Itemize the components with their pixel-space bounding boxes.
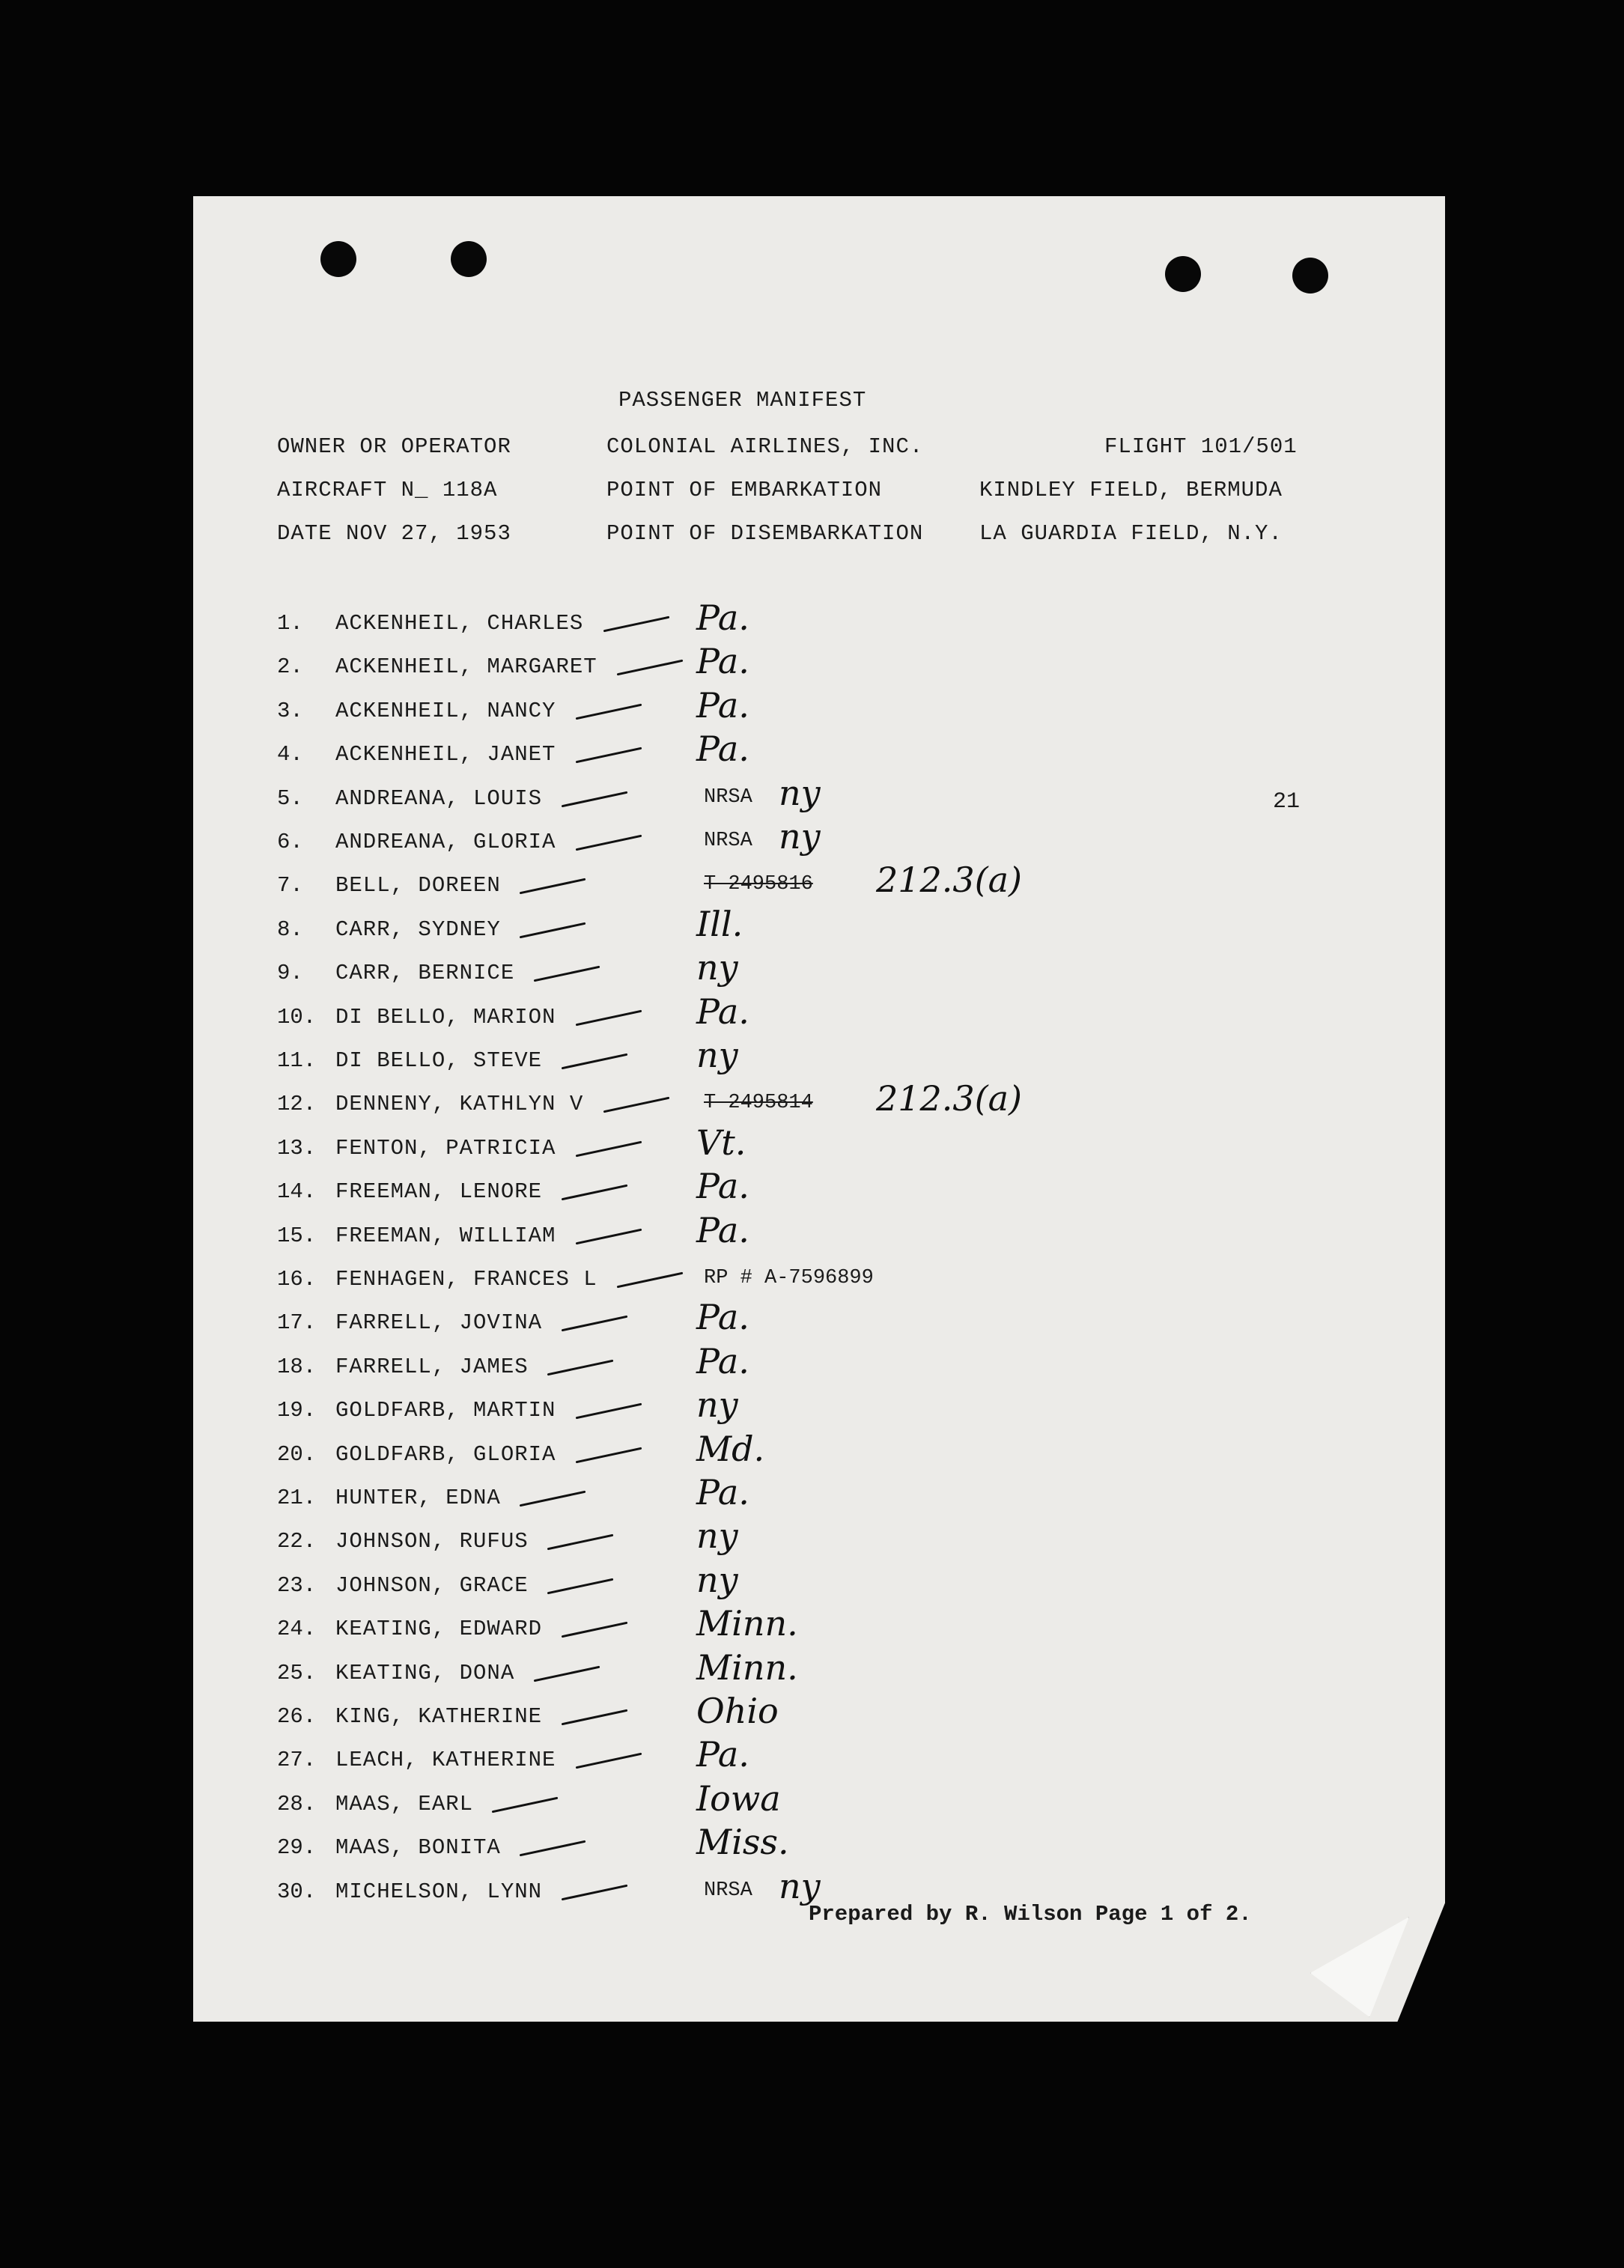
handwritten-state-note: Pa. (696, 1340, 749, 1381)
owner-value: COLONIAL AIRLINES, INC. (606, 434, 924, 459)
passenger-name: MAAS, BONITA (335, 1835, 501, 1861)
handwritten-state-note: 212.3(a) (876, 1078, 1023, 1119)
passenger-row (277, 1122, 1400, 1179)
passenger-row (277, 1734, 1400, 1791)
passenger-number: 10. (277, 1004, 317, 1030)
check-dash (562, 1884, 628, 1900)
passenger-name: GOLDFARB, MARTIN (335, 1398, 556, 1423)
passenger-row (277, 1078, 1400, 1135)
handwritten-state-note: Pa. (696, 1297, 749, 1338)
check-dash (575, 835, 642, 851)
passenger-name: LEACH, KATHERINE (335, 1748, 556, 1773)
handwritten-state-note: ny (696, 1035, 738, 1075)
passenger-row (277, 1778, 1400, 1835)
passenger-number: 24. (277, 1617, 317, 1642)
check-dash (562, 1185, 628, 1201)
handwritten-state-note: Md. (696, 1428, 765, 1469)
check-dash (575, 1447, 642, 1463)
disembark-value: LA GUARDIA FIELD, N.Y. (979, 521, 1283, 546)
passenger-row (277, 1267, 1400, 1310)
passenger-number: 3. (277, 698, 303, 723)
passenger-row (277, 1209, 1400, 1267)
handwritten-state-note: Pa. (696, 991, 749, 1032)
check-dash (562, 1622, 628, 1638)
check-dash (603, 1097, 669, 1113)
passenger-number: 13. (277, 1135, 317, 1161)
check-dash (575, 1403, 642, 1420)
handwritten-state-note: Pa. (696, 1472, 749, 1512)
passenger-number: 7. (277, 873, 303, 899)
check-dash (547, 1578, 614, 1594)
passenger-number: 2. (277, 654, 303, 680)
passenger-number: 28. (277, 1791, 317, 1816)
handwritten-state-note: Pa. (696, 598, 749, 638)
passenger-row (277, 1384, 1400, 1441)
handwritten-state-note: Vt. (696, 1122, 746, 1163)
passenger-row (277, 860, 1400, 916)
passenger-name: FENHAGEN, FRANCES L (335, 1267, 597, 1292)
disembark-label: POINT OF DISEMBARKATION (606, 521, 924, 546)
check-dash (575, 703, 642, 720)
handwritten-state-note: Miss. (696, 1822, 789, 1863)
passenger-number: 30. (277, 1879, 317, 1904)
handwritten-state-note: ny (696, 1559, 738, 1600)
handwritten-state-note: ny (696, 1384, 738, 1426)
passenger-row (277, 991, 1400, 1048)
passenger-number: 29. (277, 1835, 317, 1861)
check-dash (575, 747, 642, 764)
passenger-name: CARR, BERNICE (335, 961, 515, 986)
embark-value: KINDLEY FIELD, BERMUDA (979, 478, 1283, 502)
passenger-number: 21. (277, 1486, 317, 1510)
passenger-row (277, 772, 1400, 830)
handwritten-state-note: Pa. (696, 641, 749, 682)
check-dash (547, 1534, 614, 1551)
passenger-name: ACKENHEIL, NANCY (335, 698, 556, 723)
handwritten-state-note: Ill. (696, 903, 743, 944)
passenger-number: 11. (277, 1048, 317, 1073)
handwritten-state-note: Pa. (696, 684, 749, 726)
passenger-number: 9. (277, 961, 303, 986)
punch-hole (451, 241, 487, 277)
passenger-name: ACKENHEIL, CHARLES (335, 611, 584, 636)
passenger-name: HUNTER, EDNA (335, 1486, 501, 1510)
passenger-number: 16. (277, 1267, 317, 1292)
passenger-row (277, 1603, 1400, 1660)
passenger-name: DI BELLO, STEVE (335, 1048, 543, 1073)
check-dash (617, 1272, 684, 1289)
page-title: PASSENGER MANIFEST (618, 388, 867, 413)
handwritten-state-note: Pa. (696, 729, 749, 770)
passenger-number: 15. (277, 1223, 317, 1248)
passenger-name: BELL, DOREEN (335, 873, 501, 899)
passenger-name: FREEMAN, LENORE (335, 1179, 543, 1205)
handwritten-state-note: Ohio (696, 1691, 779, 1731)
passenger-name: DENNENY, KATHLYN V (335, 1092, 584, 1117)
check-dash (562, 1709, 628, 1726)
check-dash (617, 660, 684, 676)
passenger-number: 18. (277, 1354, 317, 1379)
handwritten-state-note: 212.3(a) (876, 860, 1023, 901)
handwritten-state-note: Pa. (696, 1734, 749, 1775)
passenger-row (277, 729, 1400, 785)
passenger-row (277, 1515, 1400, 1572)
passenger-name: GOLDFARB, GLORIA (335, 1441, 556, 1467)
handwritten-state-note: Pa. (696, 1209, 749, 1250)
passenger-row (277, 1822, 1400, 1879)
passenger-row (277, 1428, 1400, 1486)
passenger-name: FREEMAN, WILLIAM (335, 1223, 556, 1248)
passenger-row (277, 1166, 1400, 1223)
flight-date: DATE NOV 27, 1953 (277, 521, 511, 546)
passenger-name: KING, KATHERINE (335, 1704, 543, 1729)
passenger-number: 6. (277, 830, 303, 854)
struck-ticket-number: T 2495814 (704, 1092, 813, 1115)
passenger-row (277, 598, 1400, 654)
passenger-name: FENTON, PATRICIA (335, 1135, 556, 1161)
passenger-row (277, 1691, 1400, 1748)
check-dash (520, 1491, 586, 1507)
passenger-row (277, 1559, 1400, 1617)
passenger-name: DI BELLO, MARION (335, 1004, 556, 1030)
passenger-name: ACKENHEIL, JANET (335, 742, 556, 767)
check-dash (575, 1140, 642, 1157)
typed-annotation: RP # A-7596899 (704, 1267, 874, 1289)
passenger-name: ACKENHEIL, MARGARET (335, 654, 597, 680)
passenger-number: 19. (277, 1398, 317, 1423)
passenger-number: 20. (277, 1441, 317, 1467)
punch-hole (1165, 256, 1201, 292)
passenger-name: FARRELL, JAMES (335, 1354, 529, 1379)
passenger-row (277, 1340, 1400, 1398)
check-dash (562, 1054, 628, 1070)
handwritten-state-note: Iowa (696, 1778, 781, 1819)
passenger-number: 5. (277, 785, 303, 811)
page-stamp-number: 21 (1273, 789, 1301, 815)
handwritten-state-note: Minn. (696, 1647, 798, 1688)
passenger-number: 17. (277, 1310, 317, 1336)
passenger-row (277, 903, 1400, 961)
handwritten-state-note: ny (696, 1515, 738, 1557)
passenger-name: CARR, SYDNEY (335, 916, 501, 942)
passenger-name: JOHNSON, RUFUS (335, 1529, 529, 1554)
check-dash (575, 1228, 642, 1244)
embark-label: POINT OF EMBARKATION (606, 478, 883, 502)
handwritten-state-note: ny (779, 1865, 821, 1906)
flight-number: FLIGHT 101/501 (1104, 434, 1298, 459)
passenger-number: 8. (277, 916, 303, 942)
passenger-number: 25. (277, 1660, 317, 1685)
struck-ticket-number: T 2495816 (704, 873, 813, 896)
passenger-name: MAAS, EARL (335, 1791, 474, 1816)
passenger-row (277, 1647, 1400, 1704)
check-dash (520, 878, 586, 895)
typed-annotation: NRSA (704, 830, 752, 852)
passenger-number: 1. (277, 611, 303, 636)
passenger-name: JOHNSON, GRACE (335, 1572, 529, 1598)
check-dash (492, 1796, 559, 1813)
handwritten-state-note: Minn. (696, 1603, 798, 1644)
check-dash (603, 616, 669, 633)
handwritten-state-note: ny (696, 947, 738, 988)
passenger-row (277, 1472, 1400, 1529)
check-dash (575, 1753, 642, 1769)
check-dash (520, 922, 586, 938)
passenger-name: FARRELL, JOVINA (335, 1310, 543, 1336)
owner-label: OWNER OR OPERATOR (277, 434, 511, 459)
check-dash (533, 966, 600, 982)
punch-hole (1292, 258, 1328, 294)
passenger-number: 27. (277, 1748, 317, 1773)
passenger-number: 26. (277, 1704, 317, 1729)
passenger-name: KEATING, EDWARD (335, 1617, 543, 1642)
prepared-by-footer: Prepared by R. Wilson Page 1 of 2. (809, 1902, 1252, 1927)
check-dash (562, 791, 628, 807)
passenger-name: KEATING, DONA (335, 1660, 515, 1685)
passenger-number: 4. (277, 742, 303, 767)
passenger-number: 22. (277, 1529, 317, 1554)
check-dash (562, 1316, 628, 1332)
passenger-row (277, 641, 1400, 698)
passenger-row (277, 816, 1400, 873)
aircraft-number: AIRCRAFT N_ 118A (277, 478, 498, 502)
check-dash (533, 1665, 600, 1682)
passenger-row (277, 684, 1400, 742)
passenger-name: ANDREANA, LOUIS (335, 785, 543, 811)
handwritten-state-note: Pa. (696, 1166, 749, 1207)
passenger-row (277, 947, 1400, 1004)
punch-hole (320, 241, 356, 277)
passenger-name: ANDREANA, GLORIA (335, 830, 556, 854)
typed-annotation: NRSA (704, 1879, 752, 1902)
check-dash (547, 1359, 614, 1375)
passenger-row (277, 1297, 1400, 1354)
passenger-row (277, 1035, 1400, 1092)
passenger-number: 23. (277, 1572, 317, 1598)
typed-annotation: NRSA (704, 785, 752, 809)
check-dash (520, 1840, 586, 1857)
handwritten-state-note: ny (779, 816, 821, 857)
passenger-number: 12. (277, 1092, 317, 1117)
passenger-name: MICHELSON, LYNN (335, 1879, 543, 1904)
handwritten-state-note: ny (779, 772, 821, 813)
passenger-number: 14. (277, 1179, 317, 1205)
check-dash (575, 1009, 642, 1026)
